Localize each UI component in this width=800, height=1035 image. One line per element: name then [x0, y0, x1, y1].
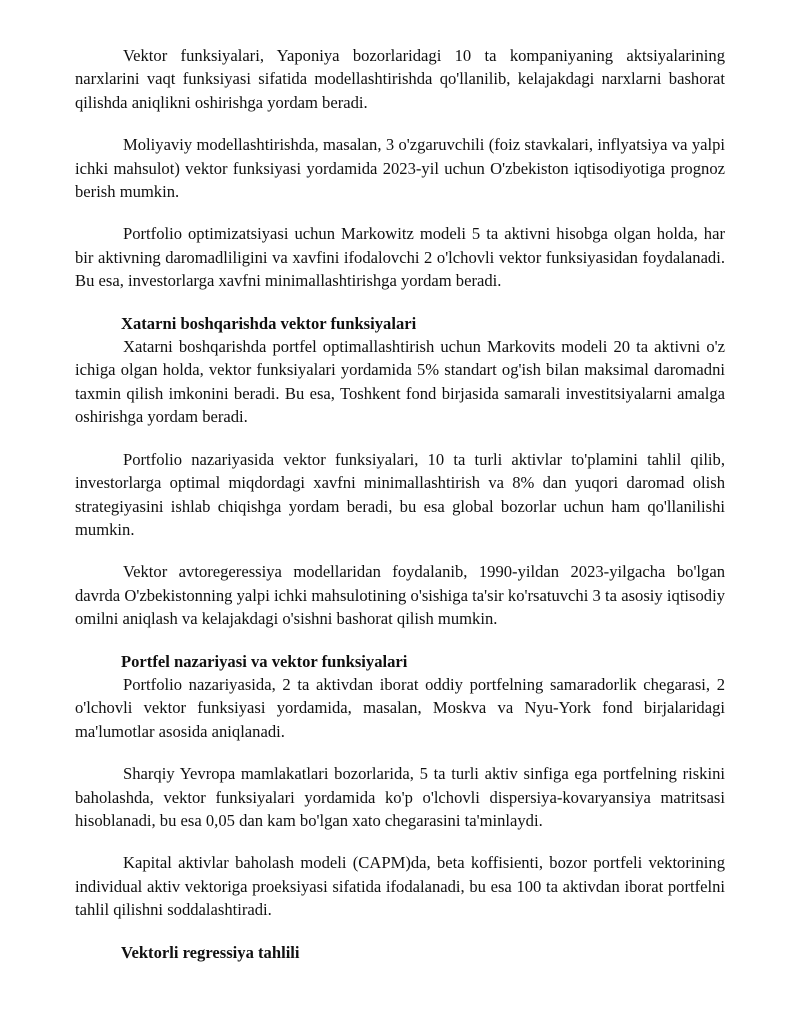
- section-heading: Vektorli regressiya tahlili: [121, 942, 300, 962]
- document-page: [75, 44, 725, 964]
- paragraph: Portfolio nazariyasida, 2 ta aktivdan iborat oddiy portfelning samaradorlik chegarasi, 2 o'lchovli vektor funksiyasi yordamida, masalan, Moskva va Nyu-York fond birjalaridagi ma'lumotlar asosida aniqlanadi.: [75, 674, 725, 741]
- paragraph: Kapital aktivlar baholash modeli (CAPM)da, beta koffisienti, bozor portfeli vektorining individual aktiv vektoriga proeksiyasi sifatida ifodalanadi, bu esa 100 ta aktivdan iborat portfelni tahlil qilishni soddalashtiradi.: [75, 853, 725, 920]
- section-heading: Xatarni boshqarishda vektor funksiyalari: [121, 313, 417, 333]
- paragraph: Portfolio nazariyasida vektor funksiyalari, 10 ta turli aktivlar to'plamini tahlil qilib, investorlarga optimal miqdordagi xavfni minimallashtirish va 8% dan yuqori daromad olish strategiyasini ishlab chiqishga yordam beradi, bu esa global bozorlar uchun ham qo'llanilishi mumkin.: [75, 449, 725, 539]
- section-heading: Portfel nazariyasi va vektor funksiyalari: [121, 651, 408, 671]
- paragraph: Xatarni boshqarishda portfel optimallashtirish uchun Markovits modeli 20 ta aktivni o'z ichiga olgan holda, vektor funksiyalari yordamida 5% standart og'ish bilan maksimal daromadni taxmin qilish imkonini beradi. Bu esa, Toshkent fond birjasida samarali investitsiyalarni amalga oshirishga yordam beradi.: [75, 337, 725, 427]
- paragraph: Sharqiy Yevropa mamlakatlari bozorlarida, 5 ta turli aktiv sinfiga ega portfelning riskini baholashda, vektor funksiyalari yordamida ko'p o'lchovli dispersiya-kovaryansiya matritsasi hisoblanadi, bu esa 0,05 dan kam bo'lgan xato chegarasini ta'minlaydi.: [75, 764, 725, 830]
- paragraph: Moliyaviy modellashtirishda, masalan, 3 o'zgaruvchili (foiz stavkalari, inflyatsiya va yalpi ichki mahsulot) vektor funksiyasi yordamida 2023-yil uchun O'zbekiston iqtisodiyotiga prognoz berish mumkin.: [75, 135, 725, 202]
- paragraph: Vektor funksiyalari, Yaponiya bozorlaridagi 10 ta kompaniyaning aktsiyalarining narxlarini vaqt funksiyasi sifatida modellashtirishda qo'llanilib, kelajakdagi narxlarni bashorat qilishda aniqlikni oshirishga yordam beradi.: [75, 46, 725, 112]
- paragraph: Portfolio optimizatsiyasi uchun Markowitz modeli 5 ta aktivni hisobga olgan holda, har bir aktivning daromadliligini va xavfini ifodalovchi 2 o'lchovli vektor funksiyasidan foydalanadi. Bu esa, investorlarga xavfni minimallashtirishga yordam beradi.: [75, 224, 725, 291]
- paragraph: Vektor avtoregeressiya modellaridan foydalanib, 1990-yildan 2023-yilgacha bo'lgan davrda O'zbekistonning yalpi ichki mahsulotining o'sishiga ta'sir ko'rsatuvchi 3 ta asosiy iqtisodiy omilni aniqlash va kelajakdagi o'sishni bashorat qilish mumkin.: [75, 562, 725, 629]
